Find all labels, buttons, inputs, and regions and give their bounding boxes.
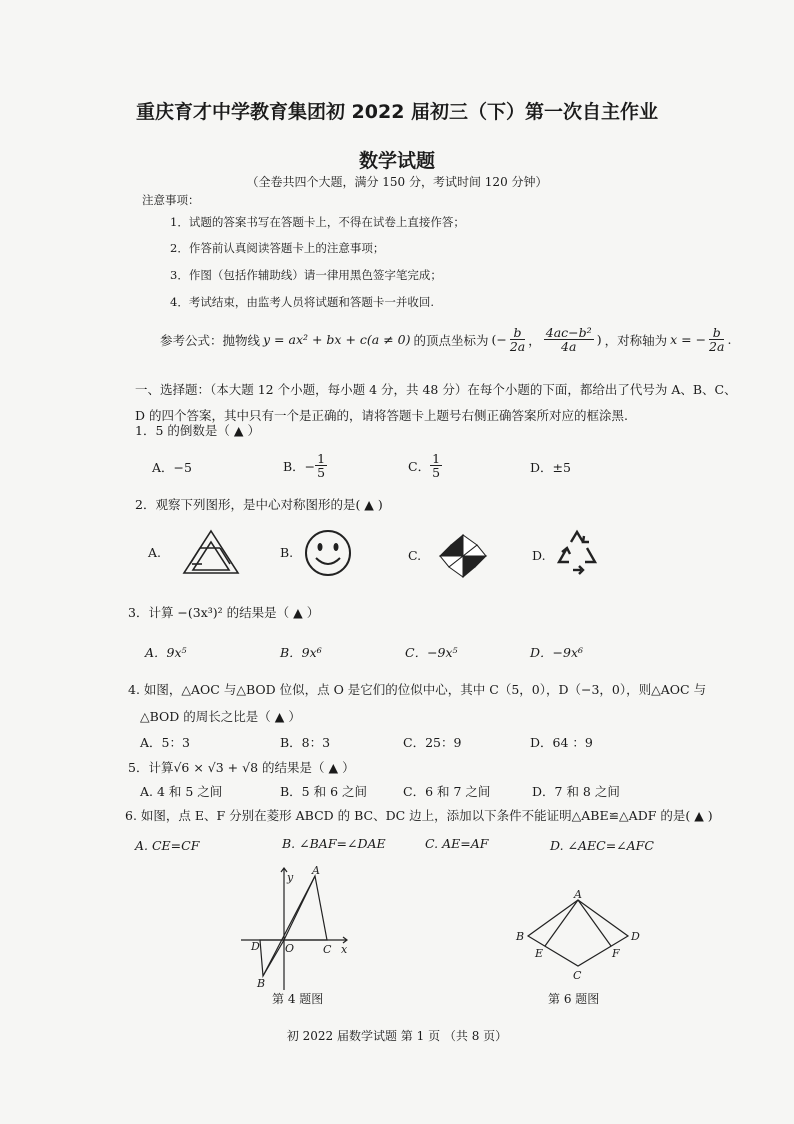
q4-option-b: B．8：3 bbox=[280, 735, 331, 750]
q6-option-a: A. CE=CF bbox=[135, 838, 200, 853]
q5-stem: 5．计算√6 × √3 + √8 的结果是（ ▲ ） bbox=[128, 760, 355, 775]
q6-option-d: D. ∠AEC=∠AFC bbox=[550, 838, 654, 853]
q5-option-c: C．6 和 7 之间 bbox=[403, 784, 491, 799]
q4-option-c: C．25：9 bbox=[403, 735, 462, 750]
formula-equation: y = ax² + bx + c(a ≠ 0) bbox=[263, 332, 411, 348]
fig4-label-x: x bbox=[341, 943, 348, 956]
q6-option-b: B. ∠BAF=∠DAE bbox=[282, 836, 386, 851]
page-footer: 初 2022 届数学试题 第 1 页 （共 8 页） bbox=[286, 1029, 508, 1043]
q4-stem-line2: △BOD 的周长之比是（ ▲ ） bbox=[140, 709, 301, 724]
vertex-y-fraction: $\frac{\text{4ac−b²}}{4a}$ bbox=[545, 325, 592, 355]
axis-fraction: $\frac{b}{2a}$ bbox=[709, 325, 725, 355]
exam-info: （全卷共四个大题，满分 150 分，考试时间 120 分钟） bbox=[246, 175, 548, 189]
q4-stem-line1: 4. 如图，△AOC 与△BOD 位似，点 O 是它们的位似中心，其中 C（5，0），D（−3，0），则△AOC 与 bbox=[128, 682, 707, 697]
q2-option-d: D. bbox=[532, 548, 546, 563]
q3-option-a: A．9x⁵ bbox=[145, 645, 187, 660]
formula-axis-text: ，对称轴为 bbox=[604, 332, 668, 348]
q2-figure-c-pinwheel-icon bbox=[433, 531, 493, 581]
formula-label: 参考公式：抛物线 bbox=[160, 332, 261, 348]
q2-option-b: B. bbox=[280, 545, 294, 560]
q1-option-d: D．±5 bbox=[530, 460, 571, 475]
notice-item-1: 1．试题的答案书写在答题卡上，不得在试卷上直接作答； bbox=[170, 215, 465, 229]
vertex-x-fraction: $\frac{b}{2a}$ bbox=[509, 325, 526, 355]
figure-6-diagram bbox=[508, 888, 648, 984]
q2-figure-d-recycle-icon bbox=[553, 528, 601, 578]
segment-af bbox=[578, 900, 611, 946]
fig6-label-b: B bbox=[516, 930, 525, 943]
notice-item-4: 4．考试结束，由监考人员将试题和答题卡一并收回. bbox=[170, 295, 434, 309]
q5-option-b: B．5 和 6 之间 bbox=[280, 784, 368, 799]
figure-6-caption: 第 6 题图 bbox=[548, 992, 600, 1006]
notice-item-2: 2．作答前认真阅读答题卡上的注意事项； bbox=[170, 241, 385, 255]
fig6-label-e: E bbox=[535, 947, 544, 960]
q6-stem: 6. 如图，点 E、F 分别在菱形 ABCD 的 BC、DC 边上，添加以下条件不能证明△ABE≌△ADF 的是( ▲ ) bbox=[125, 808, 713, 823]
q4-option-d: D．64 ：9 bbox=[530, 735, 593, 750]
q3-stem: 3．计算 −(3x³)² 的结果是（ ▲ ） bbox=[128, 605, 320, 620]
segment-ae bbox=[545, 900, 578, 946]
q2-option-a: A. bbox=[148, 545, 162, 560]
q3-option-b: B．9x⁶ bbox=[280, 645, 322, 660]
fig4-label-d: D bbox=[251, 940, 260, 953]
q2-figure-a-triangle-knot-icon bbox=[180, 528, 242, 576]
fig4-label-o: O bbox=[285, 942, 295, 955]
q4-option-a: A．5：3 bbox=[140, 735, 190, 750]
fig6-label-a: A bbox=[574, 888, 582, 901]
reference-formula: 参考公式：抛物线 y = ax² + bx + c(a ≠ 0) 的顶点坐标为 (− $\frac{b}{2a}$ ， $\frac{\text{4ac−b²}}{4a}$ ) ，对称轴为 x = − $\frac{b}{2a}$ . bbox=[160, 325, 732, 355]
fig4-label-b: B bbox=[257, 977, 266, 990]
q5-option-d: D．7 和 8 之间 bbox=[532, 784, 620, 799]
q3-option-d: D．−9x⁶ bbox=[530, 645, 584, 660]
q2-stem: 2．观察下列图形，是中心对称图形的是( ▲ ) bbox=[135, 497, 383, 512]
section1-line2: D 的四个答案，其中只有一个是正确的，请将答题卡上题号右侧正确答案所对应的框涂黑. bbox=[135, 408, 628, 423]
formula-vertex-text: 的顶点坐标为 bbox=[413, 332, 489, 348]
section1-line1: 一、选择题：（本大题 12 个小题，每小题 4 分，共 48 分）在每个小题的下面，都给出了代号为 A、B、C、 bbox=[135, 382, 737, 397]
q3-option-c: C．−9x⁵ bbox=[405, 645, 458, 660]
q2-option-c: C. bbox=[408, 548, 422, 563]
q2-figure-b-smiley-icon bbox=[303, 528, 353, 578]
q6-option-c: C. AE=AF bbox=[425, 836, 489, 851]
q1-stem: 1．5 的倒数是（ ▲ ） bbox=[135, 423, 260, 438]
fig6-label-c: C bbox=[573, 969, 582, 982]
q5-option-a: A. 4 和 5 之间 bbox=[140, 784, 223, 799]
formula-axis-lhs: x = − bbox=[670, 332, 707, 348]
q1-option-a: A．−5 bbox=[152, 460, 192, 475]
fig4-label-y: y bbox=[287, 871, 294, 884]
fig4-label-a: A bbox=[312, 864, 320, 877]
notice-item-3: 3．作图（包括作辅助线）请一律用黑色签字笔完成； bbox=[170, 268, 442, 282]
notice-heading: 注意事项： bbox=[142, 193, 200, 207]
fig6-label-f: F bbox=[612, 947, 620, 960]
fig6-label-d: D bbox=[631, 930, 640, 943]
q1-option-c: C． $\frac{1}{5}$ bbox=[408, 451, 441, 481]
q1-option-b: B．− $\frac{1}{5}$ bbox=[283, 451, 326, 481]
triangle-aoc bbox=[284, 876, 327, 940]
figure-4-caption: 第 4 题图 bbox=[272, 992, 324, 1006]
figure-4-diagram bbox=[235, 862, 365, 992]
exam-subtitle: 数学试题 bbox=[358, 150, 435, 172]
exam-title: 重庆育才中学教育集团初 2022 届初三（下）第一次自主作业 bbox=[135, 101, 659, 123]
fig4-label-c: C bbox=[323, 943, 332, 956]
